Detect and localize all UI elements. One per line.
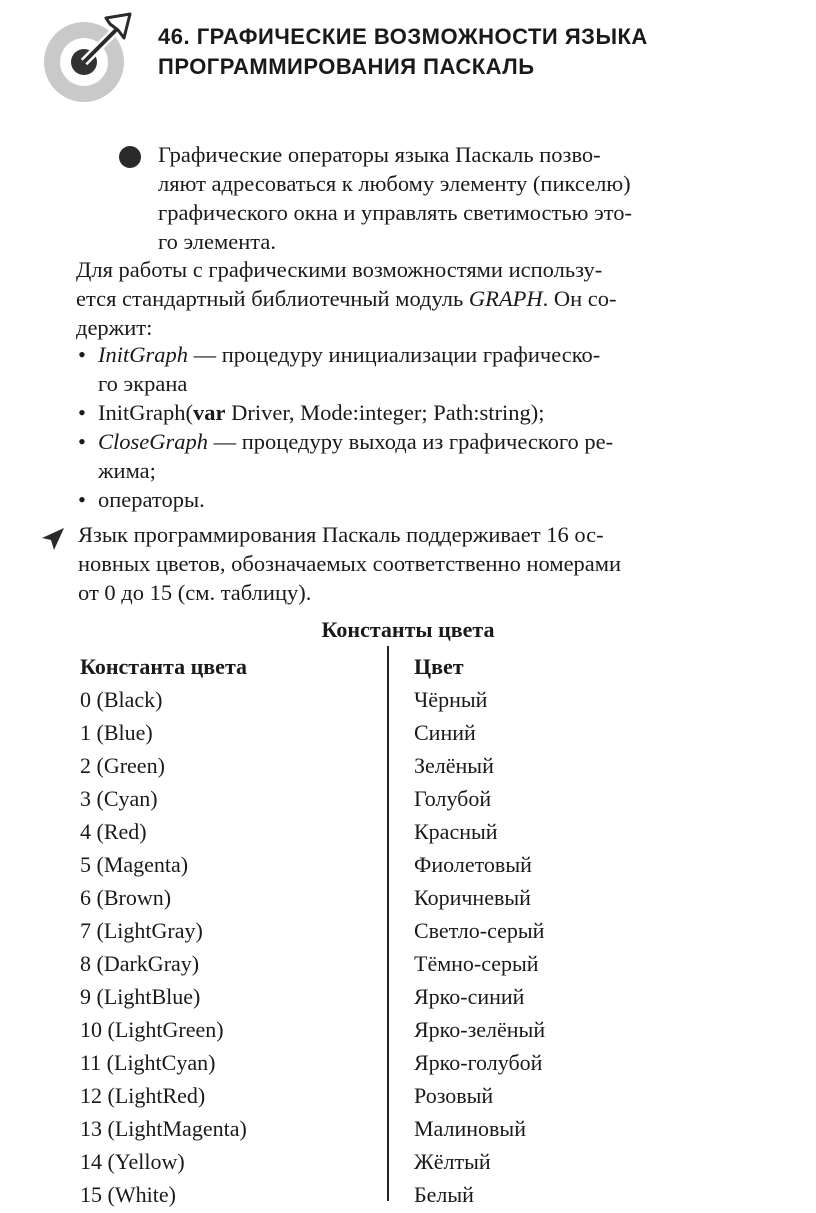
intro-paragraph	[158, 140, 758, 256]
color-name-cell: Ярко-голубой	[414, 1049, 543, 1075]
colors-note	[78, 520, 778, 607]
color-name-cell: Ярко-зелёный	[414, 1016, 546, 1042]
table-row	[80, 782, 760, 815]
page-title	[158, 22, 798, 82]
color-name-cell: Белый	[414, 1181, 474, 1207]
paragraph-line: Для работы с графическими возможностями использу-	[76, 257, 603, 282]
table-row	[80, 914, 760, 947]
paragraph-line	[76, 284, 776, 313]
module-name: GRAPH	[468, 286, 543, 311]
list-item	[76, 340, 776, 398]
color-name-cell: Синий	[414, 719, 476, 745]
color-name-cell: Красный	[414, 818, 498, 844]
intro-line: Графические операторы языка Паскаль позво-	[158, 142, 601, 167]
list-item-text: операторы.	[98, 487, 205, 512]
table-row	[80, 1046, 760, 1079]
module-contents-list	[76, 340, 776, 514]
procedure-name: CloseGraph	[98, 429, 209, 454]
color-name-cell: Тёмно-серый	[414, 950, 539, 976]
paragraph-line: держит:	[76, 315, 153, 340]
color-name-cell: Чёрный	[414, 686, 488, 712]
intro-line: графического окна и управлять светимостью это-	[158, 200, 633, 225]
color-constant-cell: 4 (Red)	[80, 818, 147, 844]
table-row	[80, 1079, 760, 1112]
color-name-cell: Светло-серый	[414, 917, 545, 943]
table-caption: Константы цвета	[321, 617, 495, 642]
color-name-cell: Ярко-синий	[414, 983, 525, 1009]
code-text: Driver, Mode:integer; Path:string);	[225, 400, 545, 425]
table-header-row	[80, 650, 760, 683]
color-name-cell: Фиолетовый	[414, 851, 532, 877]
color-constant-cell: 1 (Blue)	[80, 719, 153, 745]
table-row	[80, 749, 760, 782]
table-row	[80, 815, 760, 848]
list-item	[76, 485, 776, 514]
column-header-color: Цвет	[414, 653, 464, 679]
table-row	[80, 716, 760, 749]
list-item	[76, 398, 776, 427]
color-constant-cell: 6 (Brown)	[80, 884, 172, 910]
table-row	[80, 1145, 760, 1178]
list-item-continuation: го экрана	[98, 371, 188, 396]
color-constants-table	[80, 650, 760, 1211]
color-constant-cell: 7 (LightGray)	[80, 917, 203, 943]
column-header-constant: Константа цвета	[80, 653, 248, 679]
color-name-cell: Розовый	[414, 1082, 494, 1108]
table-row	[80, 683, 760, 716]
list-item-text: — процедуру выхода из графического ре-	[208, 429, 614, 454]
table-row	[80, 1178, 760, 1211]
table-row	[80, 1013, 760, 1046]
color-constant-cell: 13 (LightMagenta)	[80, 1115, 247, 1141]
table-row	[80, 881, 760, 914]
list-item-continuation: жима;	[98, 458, 156, 483]
title-line-2: ПРОГРАММИРОВАНИЯ ПАСКАЛЬ	[158, 54, 535, 79]
pointer-arrow-icon	[40, 526, 66, 552]
note-line: от 0 до 15 (см. таблицу).	[78, 580, 312, 605]
color-name-cell: Коричневый	[414, 884, 531, 910]
title-line-1: 46. ГРАФИЧЕСКИЕ ВОЗМОЖНОСТИ ЯЗЫКА	[158, 24, 648, 49]
intro-line: го элемента.	[158, 229, 276, 254]
color-name-cell: Голубой	[414, 785, 492, 811]
color-constant-cell: 0 (Black)	[80, 686, 163, 712]
color-constant-cell: 8 (DarkGray)	[80, 950, 200, 976]
paragraph-text: . Он со-	[542, 286, 617, 311]
color-constant-cell: 2 (Green)	[80, 752, 165, 778]
note-line: новных цветов, обозначаемых соответственно номерами	[78, 551, 622, 576]
color-name-cell: Зелёный	[414, 752, 494, 778]
procedure-name: InitGraph	[98, 342, 188, 367]
code-keyword: var	[192, 400, 226, 425]
table-row	[80, 1112, 760, 1145]
color-constant-cell: 10 (LightGreen)	[80, 1016, 224, 1042]
table-row	[80, 947, 760, 980]
paragraph-text: ется стандартный библиотечный модуль	[76, 286, 469, 311]
color-constant-cell: 11 (LightCyan)	[80, 1049, 216, 1075]
graph-module-paragraph	[76, 255, 776, 342]
table-row	[80, 980, 760, 1013]
note-line: Язык программирования Паскаль поддерживает 16 ос-	[78, 522, 604, 547]
target-arrow-icon	[40, 8, 136, 104]
code-text: InitGraph(	[98, 400, 193, 425]
color-constant-cell: 15 (White)	[80, 1181, 176, 1207]
color-constant-cell: 3 (Cyan)	[80, 785, 158, 811]
color-constant-cell: 14 (Yellow)	[80, 1148, 185, 1174]
color-constant-cell: 12 (LightRed)	[80, 1082, 206, 1108]
intro-line: ляют адресоваться к любому элементу (пикселю)	[158, 171, 631, 196]
color-name-cell: Жёлтый	[414, 1148, 491, 1174]
list-item-text: — процедуру инициализации графическо-	[188, 342, 601, 367]
color-constant-cell: 9 (LightBlue)	[80, 983, 201, 1009]
color-constant-cell: 5 (Magenta)	[80, 851, 189, 877]
color-name-cell: Малиновый	[414, 1115, 526, 1141]
bullet-dot-icon	[119, 146, 141, 168]
list-item	[76, 427, 776, 485]
table-row	[80, 848, 760, 881]
